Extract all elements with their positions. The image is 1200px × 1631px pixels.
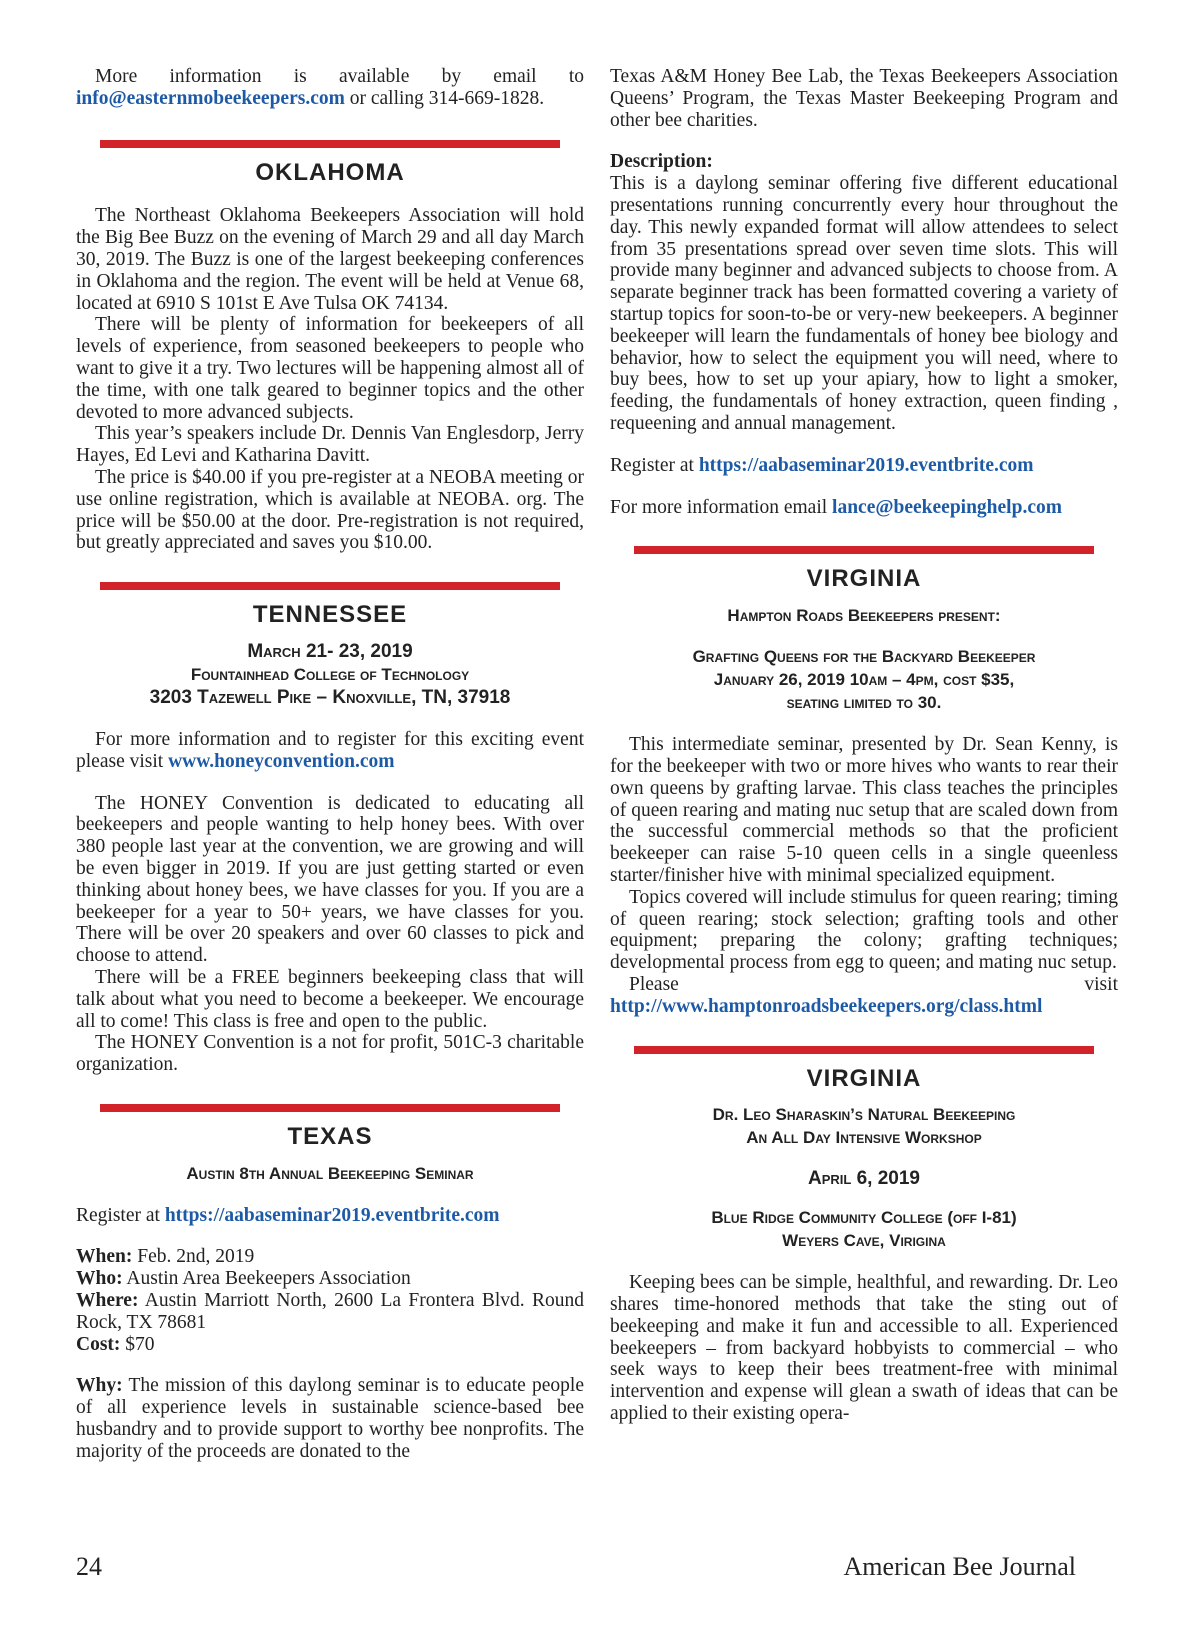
event-date: March 21- 23, 2019 [247,640,413,662]
paragraph: This year’s speakers include Dr. Dennis Van Englesdorp, Jerry Hayes, Ed Levi and Katharina Davitt. [76,423,584,467]
event-subtitle: An All Day Intensive Workshop [746,1128,982,1148]
left-column [76,66,584,1463]
section-divider [634,1046,1094,1054]
register-link[interactable]: https://aabaseminar2019.eventbrite.com [698,454,1034,476]
who-line: Who: Austin Area Beekeepers Association [76,1268,411,1290]
more-info-line: For more information email lance@beekeepinghelp.com [610,496,1062,518]
paragraph: This is a daylong seminar offering five different educational presentations running concurrently every hour throughout the day. This newly expanded format will allow attendees to select from 35 presentations spread over seven time slots. This will provide many beginner and advanced subjects to choose from. A separate beginner track has been formatted covering a variety of startup topics for soon-to-be or very-new beekeepers. A beginner beekeeper will learn the fundamentals of honey bee biology and behavior, how to select the equipment you will need, where to buy bees, how to set up your apiary, how to light a smoker, feeding, the fundamentals of honey extraction, queen finding , requeening and annual management. [610,173,1118,434]
when-line: When: Feb. 2nd, 2019 [76,1246,255,1268]
event-title: Grafting Queens for the Backyard Beekeeper [692,647,1036,667]
event-city: Weyers Cave, Virigina [782,1231,946,1251]
website-link[interactable]: www.honeyconvention.com [168,750,395,772]
event-address: 3203 Tazewell Pike – Knoxville, TN, 37918 [149,686,511,708]
paragraph: Please visit http://www.hamptonroadsbeekeepers.org/class.html [610,973,1118,1017]
paragraph: The HONEY Convention is dedicated to educating all beekeepers and people wanting to help honey bees. With over 380 people last year at the convention, we are growing and will be even bigger in 2019. If you are just getting started or even thinking about honey bees, we have classes for you. If you are a beekeeper for a year to 50+ years, we have classes for you. There will be over 20 speakers and over 60 classes to pick and choose to attend. [76,792,584,967]
email-link[interactable]: lance@beekeepinghelp.com [832,496,1062,518]
section-heading-virginia: VIRGINIA [806,565,922,593]
email-link[interactable]: info@easternmobeekeepers.com [76,87,345,109]
where-line: Where: Austin Marriott North, 2600 La Frontera Blvd. Round Rock, TX 78681 [76,1290,584,1333]
event-title: Austin 8th Annual Beekeeping Seminar [186,1163,474,1183]
section-heading-virginia: VIRGINIA [806,1064,922,1092]
section-heading-texas: TEXAS [287,1122,373,1150]
missouri-contact: More information is available by email to info@easternmobeekeepers.com or calling 314-669-1828. [76,66,584,109]
paragraph: This intermediate seminar, presented by Dr. Sean Kenny, is for the beekeeper with two or more hives who wants to rear their own queens by grafting larvae. This class teaches the principles of queen rearing and mating nuc setup that are scaled down from the successful commercial methods so that the proficient beekeeper can raise 5-10 queen cells in a single queenless starter/finisher hive with minimal specialized equipment. [610,734,1118,886]
section-divider [634,546,1094,554]
section-heading-oklahoma: OKLAHOMA [255,158,405,186]
event-date: April 6, 2019 [807,1168,920,1190]
section-heading-tennessee: TENNESSEE [252,601,408,629]
section-divider [100,582,560,590]
section-divider [100,140,560,148]
cost-line: Cost: $70 [76,1333,155,1355]
paragraph: Texas A&M Honey Bee Lab, the Texas Beekeepers Association Queens’ Program, the Texas Master Beekeeping Program and other bee charities. [610,66,1118,131]
right-column [610,66,1118,1425]
paragraph: The HONEY Convention is a not for profit, 501C-3 charitable organization. [76,1032,584,1076]
page-number: 24 [76,1552,102,1581]
paragraph: There will be a FREE beginners beekeeping class that will talk about what you need to become a beekeeper. We encourage all to come! This class is free and open to the public. [76,966,584,1032]
journal-title: American Bee Journal [843,1552,1076,1581]
description-label: Description: [610,151,713,173]
event-date: January 26, 2019 10am – 4pm, cost $35, [713,670,1015,690]
paragraph: The price is $40.00 if you pre-register at a NEOBA meeting or use online registration, which is available at NEOBA. org. The price will be $50.00 at the door. Pre-registration is not required, but greatly appreciated and saves you $10.00. [76,466,584,554]
paragraph: There will be plenty of information for beekeepers of all levels of experience, from seasoned beekeepers to people who want to give it a try. Two lectures will be happening almost all of the time, with one talk geared to beginner topics and the other devoted to more advanced subjects. [76,314,584,423]
website-link[interactable]: http://www.hamptonroadsbeekeepers.org/class.html [610,995,1043,1017]
event-title: Dr. Leo Sharaskin’s Natural Beekeeping [712,1105,1016,1125]
paragraph: The Northeast Oklahoma Beekeepers Association will hold the Big Bee Buzz on the evening of March 29 and all day March 30, 2019. The Buzz is one of the largest beekeeping conferences in Oklahoma and the region. The event will be held at Venue 68, located at 6910 S 101st E Ave Tulsa OK 74134. [76,205,584,314]
register-line: Register at https://aabaseminar2019.eventbrite.com [76,1204,500,1226]
register-link[interactable]: https://aabaseminar2019.eventbrite.com [164,1204,500,1226]
paragraph: For more information and to register for this exciting event please visit www.honeyconvention.com [76,728,584,772]
paragraph: Topics covered will include stimulus for queen rearing; timing of queen rearing; stock selection; grafting tools and other equipment; preparing the colony; grafting techniques; developmental process from egg to queen; and mating nuc setup. [610,886,1118,974]
event-seating: seating limited to 30. [786,693,942,713]
why-paragraph: Why: The mission of this daylong seminar is to educate people of all experience levels in sustainable science-based bee husbandry and to provide support to worthy bee nonprofits. The majority of the proceeds are donated to the [76,1375,584,1462]
event-venue: Blue Ridge Community College (off I-81) [711,1208,1017,1228]
event-presenter: Hampton Roads Beekeepers present: [727,606,1001,626]
section-divider [100,1104,560,1112]
paragraph: Keeping bees can be simple, healthful, and rewarding. Dr. Leo shares time-honored methods that take the sting out of beekeeping and make it fun and accessible to all. Experienced beekeepers – from backyard hobbyists to commercial – who seek ways to keep their bees treatment-free with minimal intervention and expense will glean a swath of ideas that can be applied to their existing opera- [610,1272,1118,1425]
register-line: Register at https://aabaseminar2019.eventbrite.com [610,454,1034,476]
event-venue: Fountainhead College of Technology [190,664,470,684]
